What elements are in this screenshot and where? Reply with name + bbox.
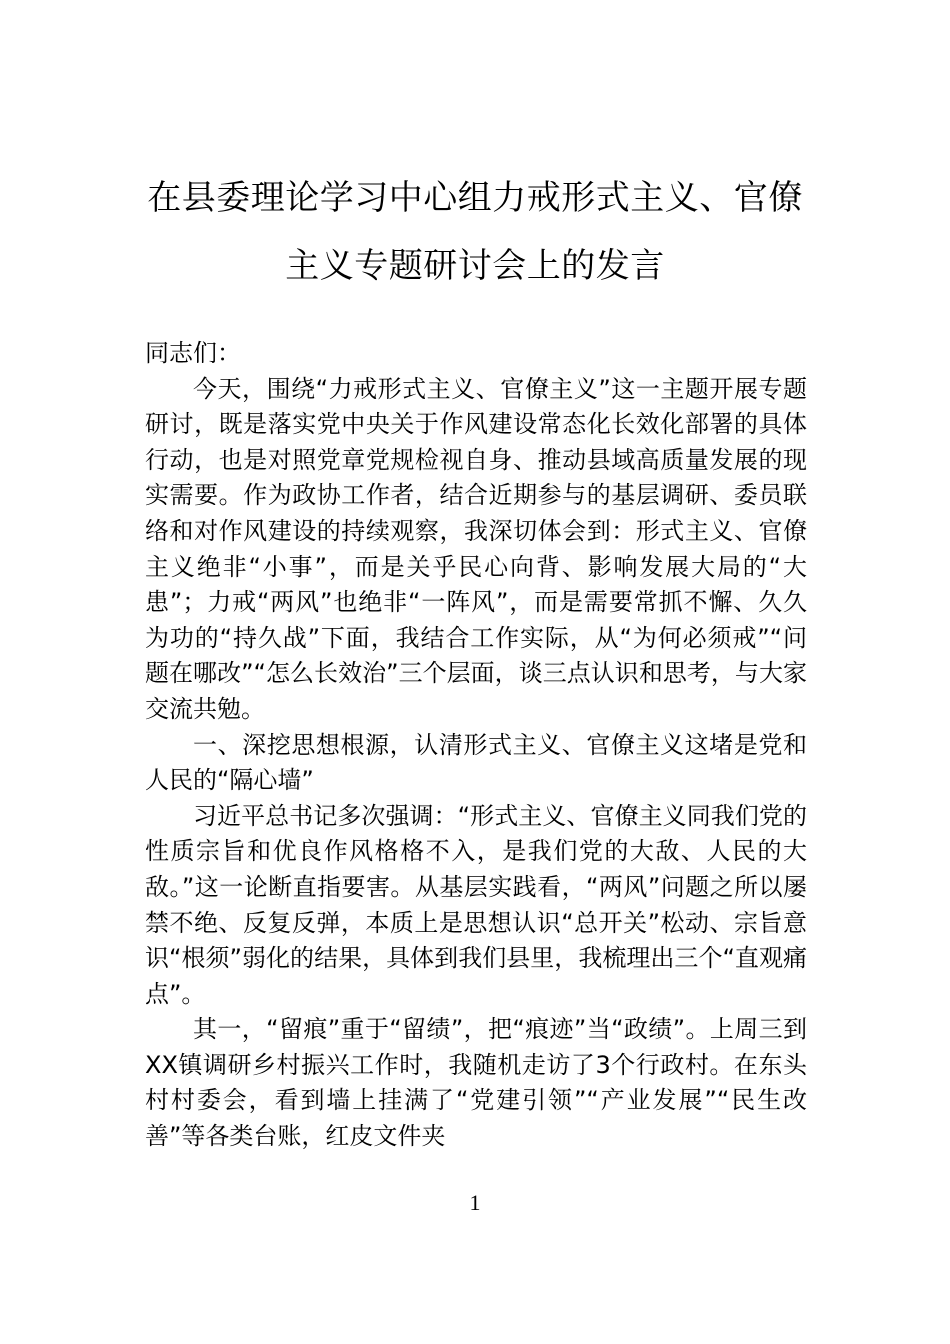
paragraph-quote: 习近平总书记多次强调：“形式主义、官僚主义同我们党的性质宗旨和优良作风格格不入，是我们党的大敌、人民的大敌。”这一论断直指要害。从基层实践看，“两风”问题之所以屡禁不绝、反复反弹，本质上是思想认识“总开关”松动、宗旨意识“根须”弱化的结果，具体到我们县里，我梳理出三个“直观痛点”。	[145, 801, 807, 1008]
paragraph-point-1: 其一，“留痕”重于“留绩”，把“痕迹”当“政绩”。上周三到XX镇调研乡村振兴工作时，我随机走访了3个行政村。在东头村村委会，看到墙上挂满了“党建引领”“产业发展”“民生改善”等各类台账，红皮文件夹	[145, 1015, 807, 1151]
document-title: 在县委理论学习中心组力戒形式主义、官僚主义专题研讨会上的发言	[147, 178, 803, 286]
salutation: 同志们：	[145, 339, 241, 367]
page-number: 1	[469, 1190, 481, 1215]
paragraph-intro: 今天，围绕“力戒形式主义、官僚主义”这一主题开展专题研讨，既是落实党中央关于作风建设常态化长效化部署的具体行动，也是对照党章党规检视自身、推动县域高质量发展的现实需要。作为政协工作者，结合近期参与的基层调研、委员联络和对作风建设的持续观察，我深切体会到：形式主义、官僚主义绝非“小事”，而是关乎民心向背、影响发展大局的“大患”；力戒“两风”也绝非“一阵风”，而是需要常抓不懈、久久为功的“持久战”下面，我结合工作实际，从“为何必须戒”“问题在哪改”“怎么长效治”三个层面，谈三点认识和思考，与大家交流共勉。	[145, 374, 807, 723]
document-body	[145, 336, 807, 1155]
section-heading-1: 一、深挖思想根源，认清形式主义、官僚主义这堵是党和人民的“隔心墙”	[145, 730, 807, 795]
